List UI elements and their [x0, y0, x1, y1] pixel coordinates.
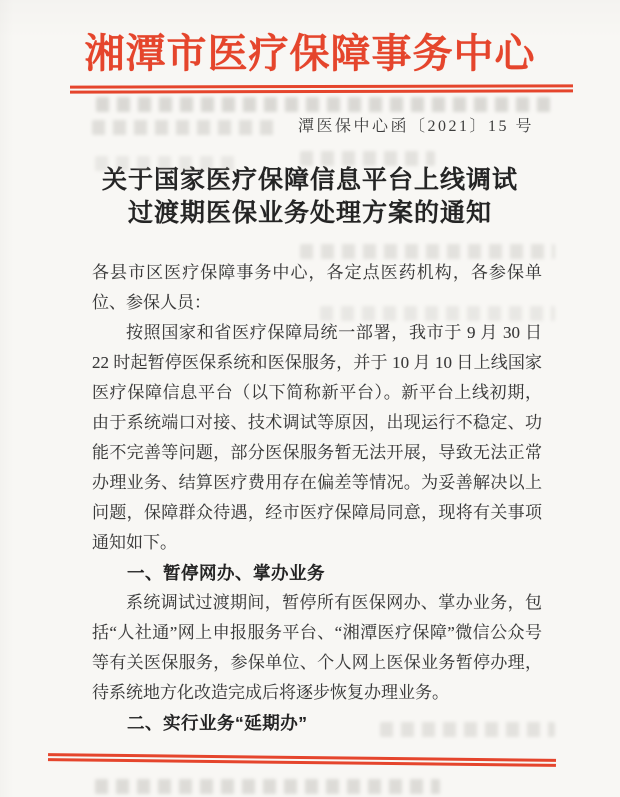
- section-heading-1: 一、暂停网办、掌办业务: [127, 563, 325, 583]
- red-footer-rule: [48, 753, 556, 767]
- document-title-line-2: 过渡期医保业务处理方案的通知: [127, 200, 492, 227]
- salutation: 各县市区医疗保障事务中心，各定点医药机构，各参保单位、参保人员：: [92, 263, 542, 312]
- bleed-through-smudge: [300, 244, 555, 259]
- paragraph-1: 按照国家和省医疗保障局统一部署，我市于 9 月 30 日 22 时起暂停医保系统和医保服务，并于 10 月 10 日上线国家医疗保障信息平台（以下简称新平台）。新平台上线初期，由于系统端口对接、技术调试等原因，出现运行不稳定、功能不完善等问题，部分医保服务暂无法开展，导致无法正常办理业务、结算医疗费用存在偏差等情况。为妥善解决以上问题，保障群众待遇，经市医疗保障局同意，现将有关事项通知如下。: [92, 323, 542, 552]
- bleed-through-smudge: [95, 779, 440, 794]
- section-heading-2: 二、实行业务“延期办”: [127, 713, 308, 733]
- letterhead-org-name: 湘潭市医疗保障事务中心: [84, 31, 536, 76]
- document-title-line-1: 关于国家医疗保障信息平台上线调试: [101, 167, 518, 194]
- document-body: [92, 258, 542, 738]
- document-title: [0, 164, 620, 230]
- document-reference-number: 潭医保中心函〔2021〕15 号: [297, 118, 534, 135]
- paragraph-2: 系统调试过渡期间，暂停所有医保网办、掌办业务，包括“人社通”网上申报服务平台、“湘潭医疗保障”微信公众号等有关医保服务，参保单位、个人网上医保业务暂停办理，待系统地方化改造完成后将逐步恢复办理业务。: [92, 593, 542, 702]
- bleed-through-smudge: [96, 97, 554, 112]
- red-header-rule: [70, 84, 573, 93]
- bleed-through-smudge: [92, 120, 277, 135]
